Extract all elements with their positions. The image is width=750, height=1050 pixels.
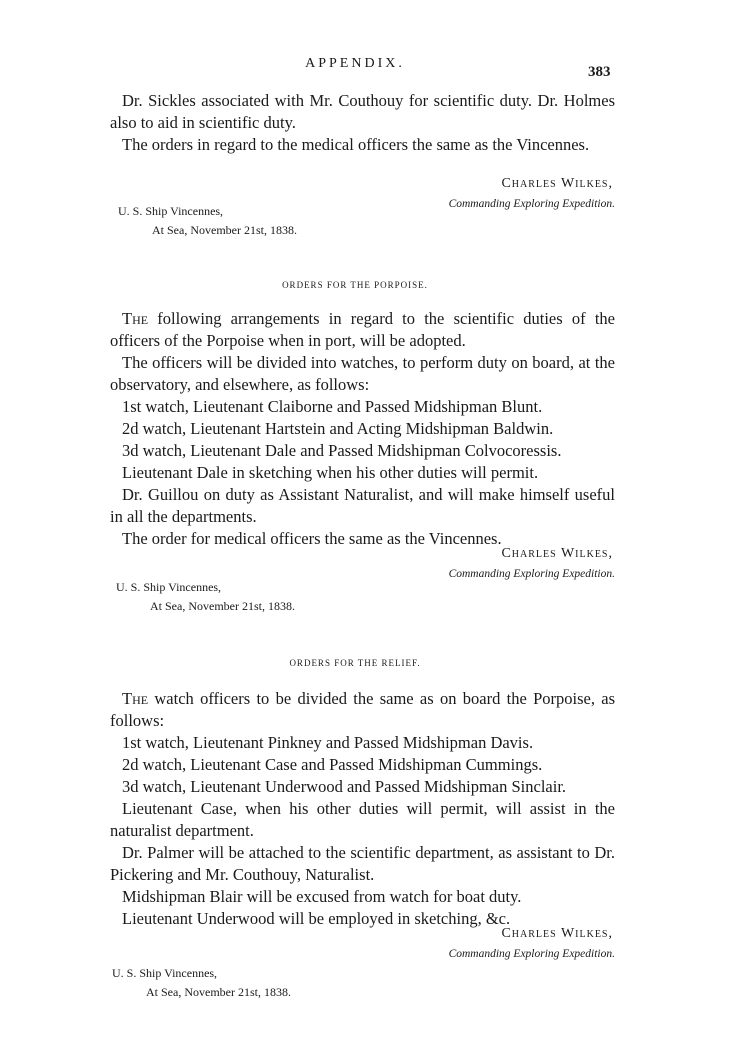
paragraph: The officers will be divided into watches, to perform duty on board, at the observatory, and elsewhere, as follows: — [110, 353, 615, 394]
paragraph: Lieutenant Underwood will be employed in sketching, &c. — [122, 909, 511, 928]
signature-name: Charles Wilkes, — [501, 546, 613, 561]
dateline-date: At Sea, November 21st, 1838. — [152, 223, 297, 237]
paragraph: 1st watch, Lieutenant Pinkney and Passed Midshipman Davis. — [122, 733, 534, 752]
paragraph: Dr. Palmer will be attached to the scientific department, as assistant to Dr. Pickering and Mr. Couthouy, Naturalist. — [110, 843, 615, 884]
page-number: 383 — [588, 64, 611, 80]
section-heading: ORDERS FOR THE PORPOISE. — [282, 280, 428, 290]
signature-title: Commanding Exploring Expedition. — [448, 198, 615, 210]
paragraph: 3d watch, Lieutenant Underwood and Passed Midshipman Sinclair. — [122, 777, 567, 796]
paragraph: 2d watch, Lieutenant Case and Passed Midshipman Cummings. — [122, 755, 543, 774]
signature-name: Charles Wilkes, — [501, 926, 613, 941]
paragraph: 3d watch, Lieutenant Dale and Passed Midshipman Colvocoressis. — [122, 441, 562, 460]
section3-body — [110, 688, 615, 930]
dateline — [116, 578, 295, 616]
paragraph: Dr. Guillou on duty as Assistant Naturalist, and will make himself useful in all the departments. — [110, 485, 615, 526]
section2-body — [110, 308, 615, 550]
signature-title: Commanding Exploring Expedition. — [448, 948, 615, 960]
first-word: The — [122, 309, 149, 328]
first-word: The — [122, 689, 149, 708]
paragraph: Dr. Sickles associated with Mr. Couthouy for scientific duty. Dr. Holmes also to aid in scientific duty. — [110, 91, 615, 132]
paragraph: The order for medical officers the same as the Vincennes. — [122, 529, 502, 548]
dateline — [118, 202, 297, 240]
signature-title: Commanding Exploring Expedition. — [448, 568, 615, 580]
paragraph: The orders in regard to the medical officers the same as the Vincennes. — [122, 135, 590, 154]
running-head: APPENDIX. — [305, 56, 405, 71]
paragraph: Lieutenant Dale in sketching when his other duties will permit. — [122, 463, 539, 482]
paragraph: Midshipman Blair will be excused from watch for boat duty. — [122, 887, 522, 906]
paragraph: Lieutenant Case, when his other duties will permit, will assist in the naturalist department. — [110, 799, 615, 840]
section1-body — [110, 90, 615, 156]
section-heading: ORDERS FOR THE RELIEF. — [289, 658, 421, 668]
dateline-place: U. S. Ship Vincennes, — [118, 204, 224, 218]
paragraph: 2d watch, Lieutenant Hartstein and Acting Midshipman Baldwin. — [122, 419, 554, 438]
dateline-place: U. S. Ship Vincennes, — [116, 580, 222, 594]
dateline-date: At Sea, November 21st, 1838. — [146, 985, 291, 999]
paragraph: 1st watch, Lieutenant Claiborne and Passed Midshipman Blunt. — [122, 397, 543, 416]
paragraph: The watch officers to be divided the same as on board the Porpoise, as follows: — [110, 689, 616, 730]
dateline-date: At Sea, November 21st, 1838. — [150, 599, 295, 613]
signature-name: Charles Wilkes, — [501, 176, 613, 191]
dateline-place: U. S. Ship Vincennes, — [112, 966, 218, 980]
paragraph: The following arrangements in regard to the scientific duties of the officers of the Porpoise when in port, will be adopted. — [110, 309, 615, 350]
dateline — [112, 964, 291, 1002]
